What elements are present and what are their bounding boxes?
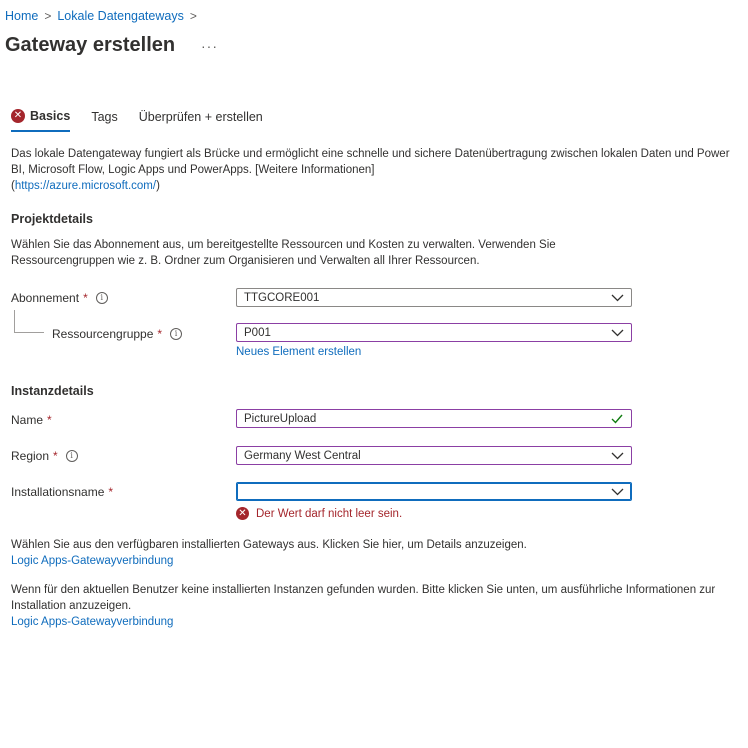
breadcrumb bbox=[5, 9, 203, 23]
checkmark-icon bbox=[607, 410, 627, 427]
subscription-label-text: Abonnement bbox=[11, 291, 80, 305]
subscription-dropdown[interactable] bbox=[236, 288, 632, 307]
required-marker: * bbox=[53, 449, 58, 463]
subscription-label bbox=[11, 291, 108, 305]
tree-connector bbox=[14, 332, 44, 333]
tab-tags-label: Tags bbox=[91, 110, 118, 124]
tree-connector bbox=[14, 310, 15, 332]
chevron-down-icon bbox=[607, 483, 627, 500]
learn-more-link[interactable]: https://azure.microsoft.com/ bbox=[14, 180, 157, 192]
resource-group-dropdown[interactable] bbox=[236, 323, 632, 342]
region-label-text: Region bbox=[11, 449, 50, 463]
region-dropdown[interactable] bbox=[236, 446, 632, 465]
info-icon[interactable]: i bbox=[96, 292, 108, 304]
required-marker: * bbox=[47, 413, 52, 427]
paren-close: ) bbox=[156, 180, 160, 192]
paren-open: ( bbox=[11, 180, 15, 192]
error-message-text: Der Wert darf nicht leer sein. bbox=[256, 507, 403, 520]
name-label bbox=[11, 413, 52, 427]
required-marker: * bbox=[83, 291, 88, 305]
project-details-description: Wählen Sie das Abonnement aus, um bereitgestellte Ressourcen und Kosten zu verwalten. Verwenden Sie Ressourcengruppen wie z. B. Ordner zum Organisieren und Verwalten all Ihrer Ressourcen. bbox=[11, 239, 556, 267]
resource-group-label bbox=[52, 327, 182, 341]
wizard-tabs bbox=[11, 109, 284, 132]
installation-name-error bbox=[236, 507, 402, 520]
installation-name-label-text: Installationsname bbox=[11, 485, 105, 499]
more-options-button[interactable]: ··· bbox=[201, 38, 218, 54]
subscription-value: TTGCORE001 bbox=[244, 291, 320, 304]
help-text-2-body: Wenn für den aktuellen Benutzer keine installierten Instanzen gefunden wurden. Bitte klicken Sie unten, um ausführliche Informationen zur Installation anzuzeigen. bbox=[11, 584, 716, 612]
region-label bbox=[11, 449, 78, 463]
gateway-connection-link[interactable]: Logic Apps-Gatewayverbindung bbox=[11, 555, 174, 567]
name-input[interactable] bbox=[236, 409, 632, 428]
tab-review-create[interactable] bbox=[139, 109, 263, 132]
instance-details-heading: Instanzdetails bbox=[11, 384, 94, 398]
chevron-down-icon bbox=[607, 447, 627, 464]
resource-group-value: P001 bbox=[244, 326, 271, 339]
chevron-down-icon bbox=[607, 289, 627, 306]
required-marker: * bbox=[157, 327, 163, 341]
tab-basics[interactable] bbox=[11, 109, 70, 132]
tab-basics-label: Basics bbox=[30, 109, 71, 123]
tab-tags[interactable] bbox=[91, 109, 117, 132]
chevron-right-icon: > bbox=[189, 9, 197, 23]
info-icon[interactable]: i bbox=[66, 450, 78, 462]
tab-review-create-label: Überprüfen + erstellen bbox=[138, 110, 263, 124]
help-text-1 bbox=[11, 537, 731, 569]
name-label-text: Name bbox=[11, 413, 44, 427]
gateway-connection-link[interactable]: Logic Apps-Gatewayverbindung bbox=[11, 616, 174, 628]
chevron-down-icon bbox=[607, 324, 627, 341]
installation-name-label bbox=[11, 485, 113, 499]
info-icon[interactable]: i bbox=[170, 328, 182, 340]
error-icon: ✕ bbox=[11, 109, 25, 123]
required-marker: * bbox=[108, 485, 114, 499]
breadcrumb-gateways-link[interactable]: Lokale Datengateways bbox=[57, 9, 184, 23]
intro-description: Das lokale Datengateway fungiert als Brücke und ermöglicht eine schnelle und sichere Datenübertragung zwischen lokalen Daten und Power BI, Microsoft Flow, Logic Apps und PowerApps. [Weitere Informationen] bbox=[11, 148, 730, 176]
chevron-right-icon: > bbox=[44, 9, 52, 23]
name-value: PictureUpload bbox=[244, 412, 317, 425]
help-text-1-body: Wählen Sie aus den verfügbaren installierten Gateways aus. Klicken Sie hier, um Details anzuzeigen. bbox=[11, 539, 527, 551]
intro-text bbox=[11, 146, 731, 194]
page-title: Gateway erstellen bbox=[5, 34, 176, 56]
breadcrumb-home-link[interactable]: Home bbox=[5, 9, 39, 23]
resource-group-label-text: Ressourcengruppe bbox=[52, 327, 154, 341]
region-value: Germany West Central bbox=[244, 449, 361, 462]
project-details-heading: Projektdetails bbox=[11, 212, 93, 226]
help-text-2 bbox=[11, 582, 731, 630]
installation-name-dropdown[interactable] bbox=[236, 482, 632, 501]
error-icon: ✕ bbox=[236, 507, 249, 520]
create-resource-group-link[interactable]: Neues Element erstellen bbox=[236, 346, 362, 358]
